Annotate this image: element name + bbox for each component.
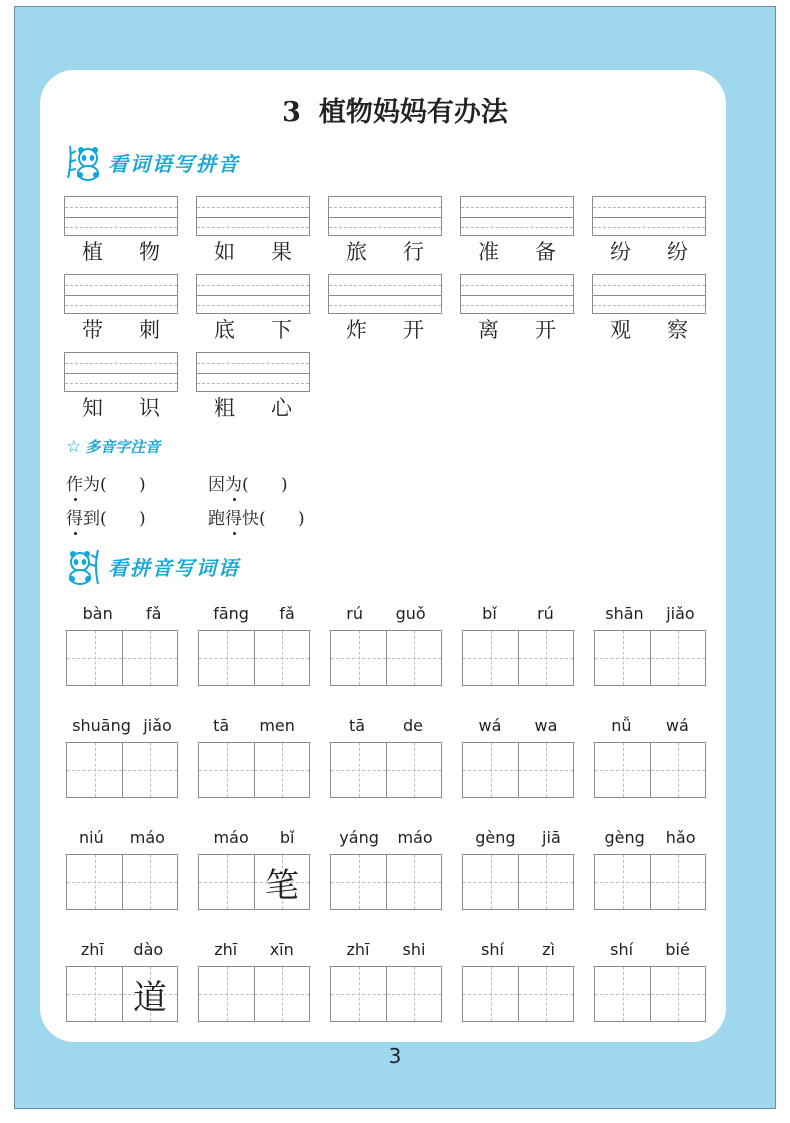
vocab-char: 行 (403, 240, 424, 264)
vocab-char: 物 (139, 240, 160, 264)
pinyin-syllable: wa (534, 716, 558, 735)
grid-cell[interactable] (518, 855, 573, 909)
guide-line (197, 217, 309, 218)
pinyin-syllable: máo (129, 828, 165, 847)
tian-grid (198, 630, 310, 686)
grid-char (199, 855, 254, 909)
grid-cell[interactable] (331, 967, 386, 1021)
tian-grid (462, 742, 574, 798)
guide-line (461, 227, 573, 228)
guide-line (197, 373, 309, 374)
pinyin-syllable: dào (133, 940, 164, 959)
pinyin-label (66, 716, 178, 735)
pinyin-label (330, 604, 442, 623)
tian-grid (462, 966, 574, 1022)
vocab-word (460, 236, 574, 266)
pinyin-box[interactable] (196, 352, 310, 392)
grid-cell[interactable] (518, 743, 573, 797)
pinyin-syllable: zhī (214, 940, 238, 959)
pinyin-box[interactable] (64, 274, 178, 314)
tian-grid (462, 854, 574, 910)
guide-line (329, 305, 441, 306)
vocab-char: 纷 (667, 240, 688, 264)
grid-char (123, 631, 177, 685)
pinyin-syllable: bié (665, 940, 690, 959)
vocab-word (196, 314, 310, 344)
polyphone-heading (66, 436, 160, 457)
pinyin-label (594, 716, 706, 735)
guide-line (197, 383, 309, 384)
pinyin-box[interactable] (196, 196, 310, 236)
guide-line (65, 383, 177, 384)
grid-char (651, 631, 705, 685)
guide-line (461, 295, 573, 296)
guide-line (65, 295, 177, 296)
star-outline-icon: ☆ (66, 436, 82, 457)
grid-char (463, 631, 518, 685)
grid-char (123, 855, 177, 909)
tian-grid (330, 854, 442, 910)
page-number: 3 (388, 1044, 402, 1068)
vocab-char: 识 (139, 396, 160, 420)
vocab-word (328, 314, 442, 344)
guide-line (593, 227, 705, 228)
pinyin-syllable: wá (665, 716, 689, 735)
guide-line (197, 285, 309, 286)
pinyin-syllable: xīn (269, 940, 294, 959)
grid-char: 笔 (265, 865, 299, 906)
lesson-title-text: 植物妈妈有办法 (318, 97, 508, 128)
pinyin-label (198, 828, 310, 847)
pinyin-box[interactable] (328, 274, 442, 314)
vocab-char: 刺 (139, 318, 160, 342)
grid-cell[interactable] (67, 855, 122, 909)
section-heading-text: 看拼音写词语 (108, 555, 240, 580)
grid-char (255, 631, 309, 685)
pinyin-label (330, 940, 442, 959)
pinyin-box[interactable] (460, 196, 574, 236)
pinyin-syllable: tā (213, 716, 230, 735)
tian-grid (594, 966, 706, 1022)
grid-cell[interactable] (595, 967, 650, 1021)
grid-cell[interactable] (595, 743, 650, 797)
vocab-word (460, 314, 574, 344)
guide-line (197, 207, 309, 208)
vocab-char: 下 (271, 318, 292, 342)
grid-cell[interactable] (650, 743, 705, 797)
section-heading-write-words (64, 546, 240, 586)
section-heading-text: 看词语写拼音 (108, 151, 240, 176)
pinyin-label (66, 940, 178, 959)
guide-line (65, 227, 177, 228)
pinyin-box[interactable] (64, 352, 178, 392)
tian-grid (66, 742, 178, 798)
vocab-char: 粗 (214, 396, 235, 420)
pinyin-syllable: bǐ (279, 828, 295, 847)
grid-char (651, 855, 705, 909)
pinyin-syllable: gèng (604, 828, 645, 847)
pinyin-syllable: bǐ (482, 604, 497, 623)
vocab-char: 开 (535, 318, 556, 342)
pinyin-box[interactable] (592, 196, 706, 236)
lesson-title (0, 90, 790, 129)
grid-char (519, 631, 573, 685)
polyphone-item-3[interactable]: 得到( ) (66, 509, 146, 529)
guide-line (65, 207, 177, 208)
vocab-char: 离 (478, 318, 499, 342)
grid-char: 道 (133, 977, 167, 1018)
pinyin-box[interactable] (328, 196, 442, 236)
guide-line (65, 217, 177, 218)
pinyin-syllable: máo (397, 828, 433, 847)
lesson-number: 3 (282, 97, 301, 128)
vocab-char: 旅 (346, 240, 367, 264)
polyphone-item-4[interactable]: 跑得快( ) (208, 509, 305, 529)
grid-cell[interactable] (122, 631, 177, 685)
tian-grid (330, 630, 442, 686)
tian-grid (330, 742, 442, 798)
vocab-char: 带 (82, 318, 103, 342)
pinyin-syllable: hǎo (665, 828, 696, 847)
tian-grid (594, 630, 706, 686)
grid-cell[interactable] (386, 855, 441, 909)
vocab-char: 开 (403, 318, 424, 342)
grid-cell[interactable] (463, 855, 518, 909)
vocab-char: 察 (667, 318, 688, 342)
pinyin-syllable: jiǎo (666, 604, 695, 623)
guide-line (329, 207, 441, 208)
pinyin-box[interactable] (592, 274, 706, 314)
tian-grid (594, 742, 706, 798)
panda-bamboo-icon (64, 142, 104, 182)
grid-char (595, 855, 650, 909)
pinyin-label (462, 604, 574, 623)
pinyin-syllable: gèng (475, 828, 516, 847)
grid-char (67, 631, 122, 685)
grid-cell[interactable] (331, 743, 386, 797)
grid-cell[interactable] (67, 631, 122, 685)
pinyin-syllable: shuāng (72, 716, 131, 735)
pinyin-label (462, 828, 574, 847)
grid-char (519, 855, 573, 909)
guide-line (329, 295, 441, 296)
pinyin-label (594, 940, 706, 959)
grid-char (387, 855, 441, 909)
grid-char (331, 855, 386, 909)
grid-char (331, 631, 386, 685)
grid-cell[interactable] (595, 855, 650, 909)
guide-line (65, 305, 177, 306)
grid-cell[interactable] (463, 631, 518, 685)
pinyin-syllable: máo (213, 828, 249, 847)
tian-grid (198, 742, 310, 798)
tian-grid (330, 966, 442, 1022)
pinyin-syllable: wá (478, 716, 502, 735)
grid-cell[interactable] (199, 743, 254, 797)
polyphone-item-2[interactable]: 因为( ) (208, 475, 288, 495)
grid-char (651, 967, 705, 1021)
grid-cell[interactable] (518, 631, 573, 685)
vocab-word (592, 314, 706, 344)
grid-cell[interactable] (518, 967, 573, 1021)
pinyin-label (462, 716, 574, 735)
grid-char (67, 855, 122, 909)
pinyin-syllable: tā (348, 716, 366, 735)
grid-cell[interactable] (199, 967, 254, 1021)
vocab-char: 纷 (610, 240, 631, 264)
guide-line (65, 285, 177, 286)
grid-cell[interactable] (331, 631, 386, 685)
grid-cell[interactable] (199, 631, 254, 685)
vocab-word (196, 392, 310, 422)
guide-line (329, 285, 441, 286)
tian-grid (198, 966, 310, 1022)
pinyin-label (198, 940, 310, 959)
vocab-char: 炸 (346, 318, 367, 342)
pinyin-syllable: rú (346, 604, 364, 623)
grid-cell[interactable] (386, 631, 441, 685)
grid-char (199, 967, 254, 1021)
grid-cell[interactable] (199, 855, 254, 909)
grid-cell[interactable] (67, 967, 122, 1021)
grid-char (199, 743, 254, 797)
grid-char (67, 743, 122, 797)
grid-cell[interactable] (254, 855, 309, 909)
pinyin-syllable: jiā (542, 828, 561, 847)
guide-line (461, 207, 573, 208)
grid-char (463, 743, 518, 797)
vocab-word (592, 236, 706, 266)
pinyin-syllable: fǎ (145, 604, 162, 623)
vocab-char: 准 (478, 240, 499, 264)
tian-grid (462, 630, 574, 686)
grid-cell[interactable] (386, 967, 441, 1021)
section-heading-write-pinyin (64, 142, 240, 182)
tian-grid (198, 854, 310, 910)
vocab-char: 底 (214, 318, 235, 342)
guide-line (593, 285, 705, 286)
vocab-word (64, 236, 178, 266)
grid-char (331, 743, 386, 797)
grid-char (595, 967, 650, 1021)
pinyin-label (198, 604, 310, 623)
grid-cell[interactable] (254, 967, 309, 1021)
grid-char (199, 631, 254, 685)
guide-line (461, 305, 573, 306)
grid-cell[interactable] (67, 743, 122, 797)
grid-cell[interactable] (650, 855, 705, 909)
vocab-char: 备 (535, 240, 556, 264)
grid-cell[interactable] (386, 743, 441, 797)
pinyin-label (330, 828, 442, 847)
guide-line (461, 285, 573, 286)
guide-line (461, 217, 573, 218)
pinyin-syllable: niú (79, 828, 104, 847)
pinyin-syllable: yáng (339, 828, 379, 847)
pinyin-label (462, 940, 574, 959)
pinyin-label (66, 828, 178, 847)
pinyin-box[interactable] (64, 196, 178, 236)
pinyin-syllable: zhī (80, 940, 104, 959)
pinyin-syllable: de (403, 716, 423, 735)
grid-char (123, 743, 177, 797)
guide-line (197, 227, 309, 228)
vocab-word (196, 236, 310, 266)
grid-cell[interactable] (650, 967, 705, 1021)
grid-cell[interactable] (122, 967, 177, 1021)
grid-char (255, 967, 309, 1021)
pinyin-syllable: shān (605, 604, 644, 623)
vocab-char: 知 (82, 396, 103, 420)
guide-line (593, 207, 705, 208)
vocab-word (328, 236, 442, 266)
pinyin-syllable: fāng (213, 604, 249, 623)
grid-char (595, 631, 650, 685)
grid-cell[interactable] (463, 743, 518, 797)
guide-line (593, 305, 705, 306)
guide-line (197, 363, 309, 364)
vocab-char: 植 (82, 240, 103, 264)
grid-cell[interactable] (122, 743, 177, 797)
grid-char (331, 967, 386, 1021)
vocab-char: 心 (271, 396, 292, 420)
pinyin-syllable: fǎ (279, 604, 295, 623)
grid-char (387, 743, 441, 797)
pinyin-label (594, 604, 706, 623)
grid-cell[interactable] (595, 631, 650, 685)
grid-char (463, 855, 518, 909)
grid-char (463, 967, 518, 1021)
pinyin-syllable: men (259, 716, 295, 735)
guide-line (593, 217, 705, 218)
grid-char (519, 743, 573, 797)
pinyin-syllable: jiǎo (143, 716, 172, 735)
vocab-char: 果 (271, 240, 292, 264)
grid-char (387, 967, 441, 1021)
pinyin-syllable: shí (481, 940, 504, 959)
grid-char (595, 743, 650, 797)
pinyin-syllable: rú (537, 604, 554, 623)
guide-line (197, 295, 309, 296)
pinyin-syllable: zì (542, 940, 555, 959)
pinyin-syllable: nǚ (611, 716, 632, 735)
pinyin-syllable: bàn (82, 604, 113, 623)
polyphone-item-1[interactable]: 作为( ) (66, 475, 146, 495)
pinyin-label (594, 828, 706, 847)
pinyin-box[interactable] (196, 274, 310, 314)
guide-line (65, 373, 177, 374)
pinyin-label (330, 716, 442, 735)
tian-grid (66, 966, 178, 1022)
polyphone-heading-text: 多音字注音 (85, 438, 161, 456)
tian-grid (66, 630, 178, 686)
grid-cell[interactable] (650, 631, 705, 685)
guide-line (65, 363, 177, 364)
guide-line (197, 305, 309, 306)
vocab-word (64, 392, 178, 422)
guide-line (329, 217, 441, 218)
grid-cell[interactable] (122, 855, 177, 909)
grid-cell[interactable] (463, 967, 518, 1021)
tian-grid (66, 854, 178, 910)
grid-cell[interactable] (254, 631, 309, 685)
pinyin-syllable: guǒ (395, 604, 426, 623)
vocab-char: 观 (610, 318, 631, 342)
grid-char (255, 743, 309, 797)
vocab-char: 如 (214, 240, 235, 264)
guide-line (593, 295, 705, 296)
grid-cell[interactable] (254, 743, 309, 797)
grid-char (519, 967, 573, 1021)
grid-char (387, 631, 441, 685)
grid-char (67, 967, 122, 1021)
pinyin-syllable: shí (610, 940, 634, 959)
pinyin-label (198, 716, 310, 735)
guide-line (329, 227, 441, 228)
pinyin-label (66, 604, 178, 623)
pinyin-syllable: zhī (346, 940, 370, 959)
tian-grid (594, 854, 706, 910)
grid-char (651, 743, 705, 797)
pinyin-syllable: shi (402, 940, 426, 959)
vocab-word (64, 314, 178, 344)
pinyin-box[interactable] (460, 274, 574, 314)
grid-cell[interactable] (331, 855, 386, 909)
panda-bamboo-icon (64, 546, 104, 586)
